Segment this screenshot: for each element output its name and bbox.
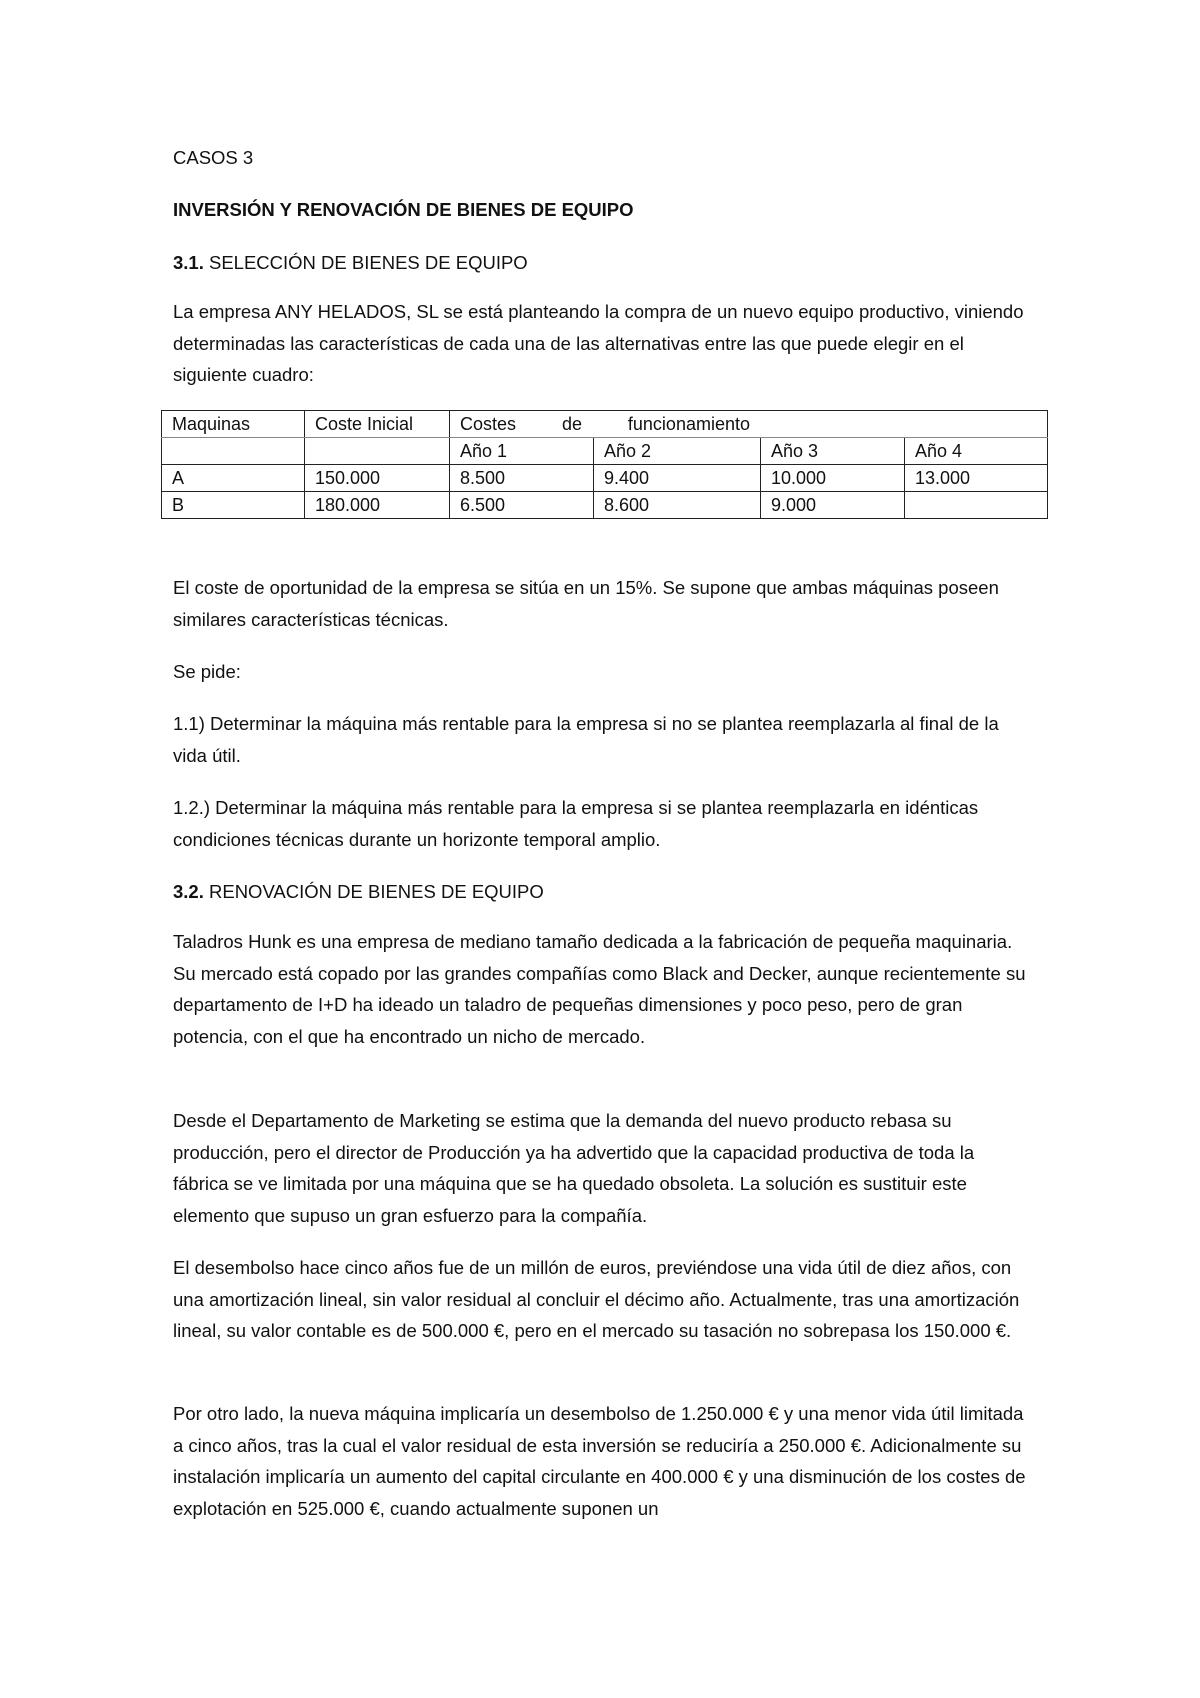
row-a-cost-year-4: 13.000 bbox=[905, 465, 1048, 492]
question-1-1-label: 1.1) bbox=[173, 713, 205, 734]
row-b-cost-year-4 bbox=[905, 492, 1048, 519]
section-2-paragraph-1: Taladros Hunk es una empresa de mediano tamaño dedicada a la fabricación de pequeña maquinaria. Su mercado está copado por las grandes compañías como Black and Decker, aunque recientemente su departamento de I+D ha ideado un taladro de pequeñas dimensiones y poco peso, pero de gran potencia, con el que ha encontrado un nicho de mercado. bbox=[173, 931, 1026, 1047]
table-years-row bbox=[162, 438, 1048, 465]
header-de: de bbox=[561, 413, 582, 434]
header-maquinas: Maquinas bbox=[162, 411, 305, 438]
header-costes-funcionamiento bbox=[450, 411, 1048, 438]
header-costes: Costes bbox=[460, 413, 517, 434]
header-coste-inicial: Coste Inicial bbox=[305, 411, 450, 438]
question-1-1 bbox=[173, 708, 1033, 771]
row-a-cost-year-2: 9.400 bbox=[594, 465, 761, 492]
row-b-maquina: B bbox=[162, 492, 305, 519]
section-2-title: RENOVACIÓN DE BIENES DE EQUIPO bbox=[209, 881, 544, 902]
table-row bbox=[162, 492, 1048, 519]
se-pide: Se pide: bbox=[173, 661, 241, 682]
year-1: Año 1 bbox=[450, 438, 594, 465]
paragraph-coste-oportunidad: El coste de oportunidad de la empresa se sitúa en un 15%. Se supone que ambas máquinas poseen similares características técnicas. bbox=[173, 577, 999, 630]
section-2-paragraph-3: El desembolso hace cinco años fue de un millón de euros, previéndose una vida útil de diez años, con una amortización lineal, sin valor residual al concluir el décimo año. Actualmente, tras una amortización lineal, su valor contable es de 500.000 €, pero en el mercado su tasación no sobrepasa los 150.000 €. bbox=[173, 1257, 1020, 1341]
question-1-1-text: Determinar la máquina más rentable para la empresa si no se plantea reemplazarla al final de la vida útil. bbox=[173, 713, 999, 766]
document-subtitle: INVERSIÓN Y RENOVACIÓN DE BIENES DE EQUIPO bbox=[173, 199, 634, 220]
table-header-row bbox=[162, 411, 1048, 438]
question-1-2-text: Determinar la máquina más rentable para la empresa si se plantea reemplazarla en idénticas condiciones técnicas durante un horizonte temporal amplio. bbox=[173, 797, 979, 850]
section-2-number: 3.2. bbox=[173, 881, 204, 902]
row-a-maquina: A bbox=[162, 465, 305, 492]
section-2-paragraph-4: Por otro lado, la nueva máquina implicaría un desembolso de 1.250.000 € y una menor vida útil limitada a cinco años, tras la cual el valor residual de esta inversión se reduciría a 250.000 €. Adicionalmente su instalación implicaría un aumento del capital circulante en 400.000 € y una disminución de los costes de explotación en 525.000 €, cuando actualmente suponen un bbox=[173, 1403, 1026, 1519]
year-3: Año 3 bbox=[761, 438, 905, 465]
section-1-intro: La empresa ANY HELADOS, SL se está planteando la compra de un nuevo equipo productivo, viniendo determinadas las características de cada una de las alternativas entre las que puede elegir en el siguiente cuadro: bbox=[173, 301, 1024, 385]
row-a-cost-year-1: 8.500 bbox=[450, 465, 594, 492]
row-a-cost-year-3: 10.000 bbox=[761, 465, 905, 492]
question-1-2 bbox=[173, 792, 1033, 855]
document-title: CASOS 3 bbox=[173, 147, 254, 168]
table-row bbox=[162, 465, 1048, 492]
row-b-cost-year-3: 9.000 bbox=[761, 492, 905, 519]
table-cell bbox=[162, 438, 305, 465]
section-1-number: 3.1. bbox=[173, 252, 204, 273]
year-4: Año 4 bbox=[905, 438, 1048, 465]
section-1-heading bbox=[173, 247, 1033, 279]
question-1-2-label: 1.2.) bbox=[173, 797, 211, 818]
row-b-coste-inicial: 180.000 bbox=[305, 492, 450, 519]
costs-table bbox=[161, 410, 1048, 519]
row-b-cost-year-1: 6.500 bbox=[450, 492, 594, 519]
header-funcionamiento: funcionamiento bbox=[627, 413, 750, 434]
table-cell bbox=[305, 438, 450, 465]
row-a-coste-inicial: 150.000 bbox=[305, 465, 450, 492]
row-b-cost-year-2: 8.600 bbox=[594, 492, 761, 519]
section-1-title: SELECCIÓN DE BIENES DE EQUIPO bbox=[209, 252, 528, 273]
year-2: Año 2 bbox=[594, 438, 761, 465]
section-2-heading bbox=[173, 876, 1033, 908]
section-2-paragraph-2: Desde el Departamento de Marketing se estima que la demanda del nuevo producto rebasa su producción, pero el director de Producción ya ha advertido que la capacidad productiva de toda la fábrica se ve limitada por una máquina que se ha quedado obsoleta. La solución es sustituir este elemento que supuso un gran esfuerzo para la compañía. bbox=[173, 1110, 975, 1226]
